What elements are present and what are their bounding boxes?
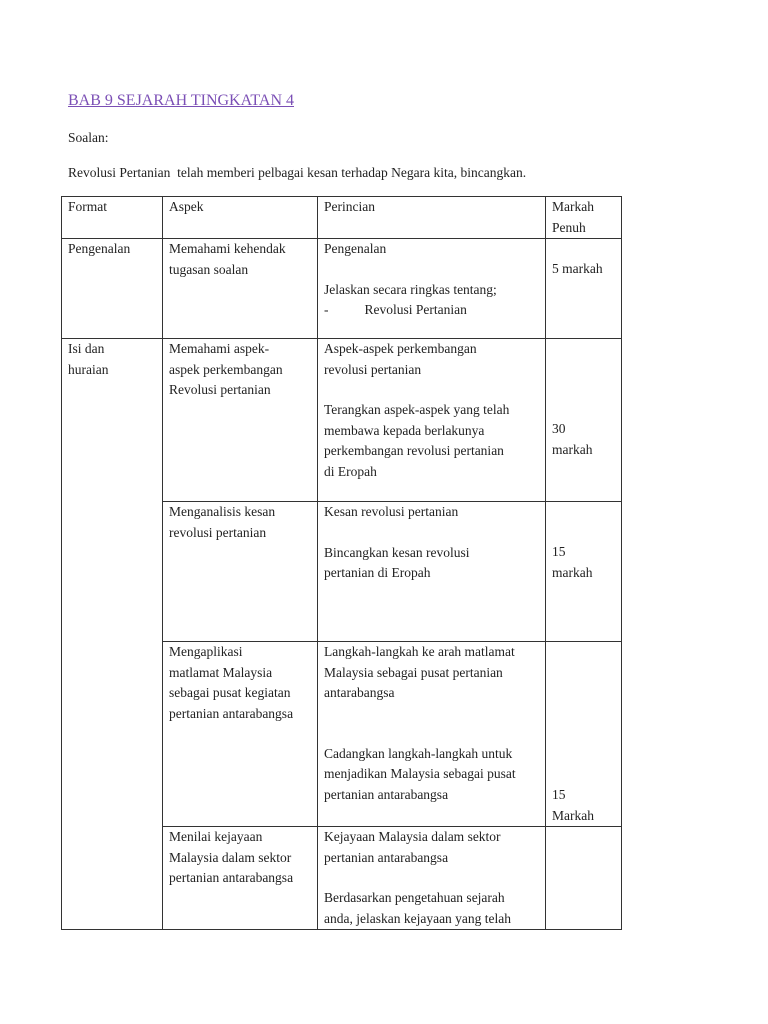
cell-perincian: Langkah-langkah ke arah matlamat Malaysia sebagai pusat pertanian antarabangsa Cadangkan langkah-langkah untuk menjadikan Malaysia sebagai pusat pertanian antarabangsa: [318, 642, 546, 827]
header-aspek: Aspek: [163, 197, 318, 239]
marking-scheme-table: [61, 196, 622, 930]
cell-markah: 15 Markah: [546, 642, 622, 827]
cell-format: Isi dan huraian: [62, 339, 163, 930]
cell-markah: 30 markah: [546, 339, 622, 502]
document-title: BAB 9 SEJARAH TINGKATAN 4: [68, 92, 294, 109]
header-format: Format: [62, 197, 163, 239]
header-perincian: Perincian: [318, 197, 546, 239]
question-text: Revolusi Pertanian telah memberi pelbagai kesan terhadap Negara kita, bincangkan.: [68, 165, 527, 180]
cell-format: Pengenalan: [62, 239, 163, 339]
cell-aspek: Mengaplikasi matlamat Malaysia sebagai pusat kegiatan pertanian antarabangsa: [163, 642, 318, 827]
table-row: [62, 339, 622, 502]
cell-aspek: Memahami aspek- aspek perkembangan Revolusi pertanian: [163, 339, 318, 502]
cell-perincian: Pengenalan Jelaskan secara ringkas tentang; - Revolusi Pertanian: [318, 239, 546, 339]
table-header-row: [62, 197, 622, 239]
cell-markah: [546, 827, 622, 930]
cell-markah: 5 markah: [546, 239, 622, 339]
table-row: [62, 239, 622, 339]
cell-perincian: Kesan revolusi pertanian Bincangkan kesan revolusi pertanian di Eropah: [318, 502, 546, 642]
cell-markah: 15 markah: [546, 502, 622, 642]
header-markah: Markah Penuh: [546, 197, 622, 239]
cell-perincian: Aspek-aspek perkembangan revolusi pertanian Terangkan aspek-aspek yang telah membawa kepada berlakunya perkembangan revolusi pertanian di Eropah: [318, 339, 546, 502]
cell-aspek: Menilai kejayaan Malaysia dalam sektor pertanian antarabangsa: [163, 827, 318, 930]
cell-perincian: Kejayaan Malaysia dalam sektor pertanian antarabangsa Berdasarkan pengetahuan sejarah anda, jelaskan kejayaan yang telah: [318, 827, 546, 930]
question-label: Soalan:: [68, 130, 109, 145]
cell-aspek: Memahami kehendak tugasan soalan: [163, 239, 318, 339]
cell-aspek: Menganalisis kesan revolusi pertanian: [163, 502, 318, 642]
